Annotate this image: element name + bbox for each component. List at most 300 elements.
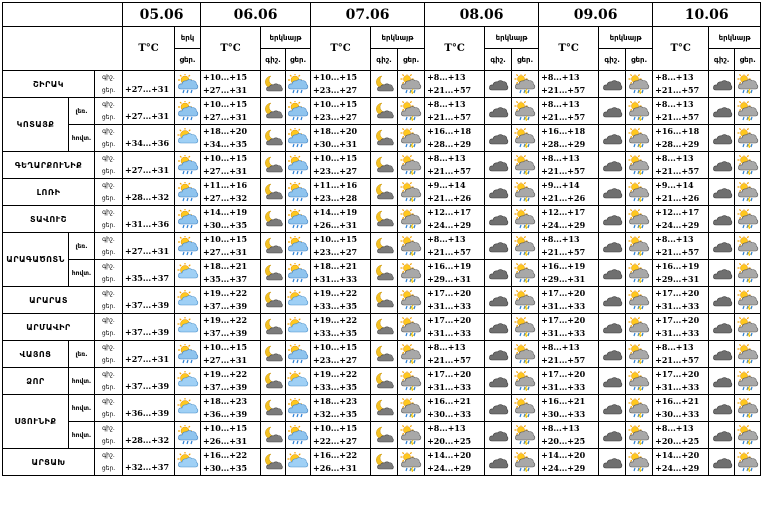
night-temp: +18...+21 xyxy=(313,261,358,271)
night-weather-cell xyxy=(261,260,286,287)
night-temp: +8...+13 xyxy=(541,72,580,82)
night-temp: +18...+20 xyxy=(203,126,248,136)
period-labels xyxy=(95,368,123,395)
date-header-row xyxy=(3,3,761,27)
night-temp: +16...+22 xyxy=(313,450,358,460)
day-label: ցեր. xyxy=(101,195,116,202)
date-09: 09.06 xyxy=(539,3,653,27)
day-temp: +21...+57 xyxy=(655,166,700,176)
night-label: գիշ. xyxy=(102,128,115,135)
day-temp: +32...+35 xyxy=(313,409,358,419)
cloud-icon xyxy=(487,317,509,337)
day-weather-cell xyxy=(626,260,653,287)
cloud-icon xyxy=(711,155,733,175)
night-temp: +18...+23 xyxy=(313,396,358,406)
day-weather-cell xyxy=(286,449,311,476)
night-weather-cell xyxy=(371,314,398,341)
temp-cell: +27...+31 xyxy=(123,341,175,368)
storm-icon xyxy=(514,452,536,472)
night-weather-cell xyxy=(709,449,735,476)
night-temp: +17...+20 xyxy=(655,369,700,379)
storm-icon xyxy=(400,398,422,418)
moon-cloud-icon xyxy=(373,74,395,94)
storm-icon xyxy=(514,398,536,418)
night-label: գիշ. xyxy=(102,317,115,324)
cloud-icon xyxy=(487,209,509,229)
zone-label: լեռ. xyxy=(69,341,95,368)
day-temp: +31...+33 xyxy=(427,328,472,338)
cloud-icon xyxy=(487,452,509,472)
temp-cell: +32...+37 xyxy=(123,449,175,476)
storm-icon xyxy=(514,236,536,256)
period-labels xyxy=(95,233,123,260)
cloud-icon xyxy=(601,209,623,229)
moon-cloud-icon xyxy=(262,452,284,472)
day-temp: +27...+31 xyxy=(203,112,248,122)
night-weather-cell xyxy=(261,71,286,98)
temp-cell xyxy=(201,206,261,233)
storm-icon xyxy=(628,371,650,391)
night-weather-cell xyxy=(709,98,735,125)
cloud-icon xyxy=(601,425,623,445)
night-header-10: գիշ. xyxy=(709,49,735,71)
storm-icon xyxy=(400,344,422,364)
temp-cell xyxy=(425,98,485,125)
day-weather-cell xyxy=(286,71,311,98)
day-weather-cell xyxy=(735,152,761,179)
storm-icon xyxy=(514,128,536,148)
day-temp: +31...+33 xyxy=(541,328,586,338)
day-temp: +33...+35 xyxy=(313,328,358,338)
table-row xyxy=(3,395,761,422)
storm-icon xyxy=(737,371,759,391)
night-weather-cell xyxy=(599,422,626,449)
region-name: ՁՈՐ xyxy=(3,368,69,395)
sun-cloud-icon xyxy=(287,371,309,391)
weather-cell xyxy=(175,152,201,179)
day-temp: +21...+26 xyxy=(655,193,700,203)
moon-cloud-icon xyxy=(262,290,284,310)
zone-label: հովտ. xyxy=(69,395,95,422)
day-weather-cell xyxy=(512,152,539,179)
storm-icon xyxy=(737,236,759,256)
day-temp: +30...+33 xyxy=(541,409,586,419)
day-weather-cell xyxy=(626,449,653,476)
cloud-icon xyxy=(711,452,733,472)
night-temp: +8...+13 xyxy=(427,423,466,433)
temp-cell xyxy=(539,395,599,422)
night-weather-cell xyxy=(371,233,398,260)
day-weather-cell xyxy=(512,368,539,395)
day-temp: +21...+57 xyxy=(655,112,700,122)
night-temp: +9...+14 xyxy=(541,180,580,190)
temp-cell xyxy=(539,314,599,341)
weather-cell xyxy=(175,287,201,314)
night-weather-cell xyxy=(709,179,735,206)
temp-cell xyxy=(201,449,261,476)
night-label: գիշ. xyxy=(102,182,115,189)
day-temp: +37...+39 xyxy=(203,382,248,392)
temp-cell: +37...+39 xyxy=(123,314,175,341)
temp-cell xyxy=(311,341,371,368)
temp-cell xyxy=(425,233,485,260)
cloud-icon xyxy=(487,290,509,310)
day-temp: +31...+33 xyxy=(541,382,586,392)
night-weather-cell xyxy=(485,341,512,368)
weather-cell xyxy=(175,98,201,125)
day-temp: +24...+29 xyxy=(655,220,700,230)
temp-cell xyxy=(311,152,371,179)
sun-cloud-rain-icon xyxy=(177,155,199,175)
period-labels xyxy=(95,179,123,206)
night-temp: +10...+15 xyxy=(203,234,248,244)
zone-label: լեռ. xyxy=(69,98,95,125)
day-weather-cell xyxy=(398,368,425,395)
night-weather-cell xyxy=(261,287,286,314)
moon-cloud-icon xyxy=(262,398,284,418)
storm-icon xyxy=(514,74,536,94)
storm-icon xyxy=(737,209,759,229)
night-weather-cell xyxy=(709,314,735,341)
day-temp: +21...+57 xyxy=(427,166,472,176)
date-05: 05.06 xyxy=(123,3,201,27)
day-weather-cell xyxy=(735,395,761,422)
table-row xyxy=(3,125,761,152)
night-temp: +10...+15 xyxy=(313,234,358,244)
weather-cell xyxy=(175,179,201,206)
night-weather-cell xyxy=(485,152,512,179)
day-temp: +23...+28 xyxy=(313,193,358,203)
night-weather-cell xyxy=(485,449,512,476)
moon-cloud-icon xyxy=(262,425,284,445)
day-temp: +21...+57 xyxy=(427,85,472,95)
forecast-sheet xyxy=(2,2,760,505)
table-row xyxy=(3,179,761,206)
cloud-icon xyxy=(601,101,623,121)
temp-cell: +37...+39 xyxy=(123,368,175,395)
zone-label: հովտ. xyxy=(69,260,95,287)
day-weather-cell xyxy=(286,179,311,206)
weather-header-09: երկնայթ xyxy=(599,27,653,49)
night-weather-cell xyxy=(261,206,286,233)
table-row xyxy=(3,314,761,341)
day-weather-cell xyxy=(398,260,425,287)
cloud-icon xyxy=(487,101,509,121)
temp-cell xyxy=(311,287,371,314)
weather-cell xyxy=(175,206,201,233)
sun-cloud-rain-icon xyxy=(287,263,309,283)
day-label: ցեր. xyxy=(101,330,116,337)
storm-icon xyxy=(400,371,422,391)
night-temp: +8...+13 xyxy=(541,342,580,352)
corner-cell xyxy=(3,3,123,27)
temp-cell xyxy=(653,422,709,449)
period-labels xyxy=(95,449,123,476)
storm-icon xyxy=(628,128,650,148)
sun-cloud-icon xyxy=(177,290,199,310)
moon-cloud-icon xyxy=(373,263,395,283)
night-weather-cell xyxy=(485,206,512,233)
night-temp: +17...+20 xyxy=(541,369,586,379)
night-temp: +10...+15 xyxy=(203,423,248,433)
night-temp: +8...+13 xyxy=(655,99,694,109)
temp-cell xyxy=(201,98,261,125)
night-weather-cell xyxy=(599,395,626,422)
day-temp: +28...+29 xyxy=(655,139,700,149)
region-name: ՇԻՐԱԿ xyxy=(3,71,95,98)
night-label: գիշ. xyxy=(102,263,115,270)
temp-header-10: T°C xyxy=(653,27,709,71)
temp-cell xyxy=(653,98,709,125)
temp-cell xyxy=(311,179,371,206)
temp-cell: +27...+31 xyxy=(123,71,175,98)
night-temp: +10...+15 xyxy=(313,342,358,352)
storm-icon xyxy=(400,101,422,121)
storm-icon xyxy=(400,182,422,202)
day-weather-cell xyxy=(286,287,311,314)
day-weather-cell xyxy=(626,395,653,422)
temp-cell xyxy=(311,71,371,98)
storm-icon xyxy=(628,263,650,283)
storm-icon xyxy=(737,398,759,418)
temp-cell xyxy=(539,233,599,260)
night-weather-cell xyxy=(485,314,512,341)
storm-icon xyxy=(628,317,650,337)
day-temp: +21...+57 xyxy=(655,355,700,365)
night-weather-cell xyxy=(599,98,626,125)
cloud-icon xyxy=(601,371,623,391)
day-weather-cell xyxy=(398,314,425,341)
table-row xyxy=(3,341,761,368)
night-temp: +19...+22 xyxy=(203,315,248,325)
day-weather-cell xyxy=(512,98,539,125)
cloud-icon xyxy=(487,236,509,256)
day-temp: +21...+57 xyxy=(427,247,472,257)
night-weather-cell xyxy=(261,422,286,449)
temp-cell xyxy=(425,71,485,98)
sun-cloud-icon xyxy=(177,452,199,472)
date-06: 06.06 xyxy=(201,3,311,27)
moon-cloud-icon xyxy=(262,263,284,283)
night-label: գիշ. xyxy=(102,398,115,405)
table-row xyxy=(3,287,761,314)
day-header-05: ցեր. xyxy=(175,49,201,71)
date-08: 08.06 xyxy=(425,3,539,27)
night-temp: +16...+18 xyxy=(655,126,700,136)
temp-cell xyxy=(311,449,371,476)
day-temp: +20...+25 xyxy=(541,436,586,446)
temp-header-09: T°C xyxy=(539,27,599,71)
sun-cloud-rain-icon xyxy=(287,182,309,202)
period-labels xyxy=(95,314,123,341)
temp-cell xyxy=(653,233,709,260)
temp-cell xyxy=(311,125,371,152)
temp-cell xyxy=(539,422,599,449)
night-temp: +16...+18 xyxy=(541,126,586,136)
night-temp: +14...+19 xyxy=(203,207,248,217)
night-weather-cell xyxy=(485,98,512,125)
weather-header-07: երկնայթ xyxy=(371,27,425,49)
night-temp: +8...+13 xyxy=(541,153,580,163)
cloud-icon xyxy=(487,344,509,364)
storm-icon xyxy=(628,155,650,175)
night-weather-cell xyxy=(599,449,626,476)
night-weather-cell xyxy=(485,179,512,206)
sun-cloud-rain-icon xyxy=(177,425,199,445)
day-label: ցեր. xyxy=(101,222,116,229)
day-temp: +29...+31 xyxy=(655,274,700,284)
cloud-icon xyxy=(711,74,733,94)
cloud-icon xyxy=(487,74,509,94)
temp-cell xyxy=(653,449,709,476)
night-temp: +14...+19 xyxy=(313,207,358,217)
night-weather-cell xyxy=(709,368,735,395)
night-weather-cell xyxy=(599,287,626,314)
night-weather-cell xyxy=(371,449,398,476)
temp-cell xyxy=(201,395,261,422)
weather-cell xyxy=(175,368,201,395)
moon-cloud-icon xyxy=(373,209,395,229)
temp-cell xyxy=(539,341,599,368)
cloud-icon xyxy=(601,290,623,310)
region-name: ԳԵՂԱՐՔՈՒՆԻՔ xyxy=(3,152,95,179)
temp-cell xyxy=(311,260,371,287)
temp-cell: +37...+39 xyxy=(123,287,175,314)
temp-cell xyxy=(425,260,485,287)
cloud-icon xyxy=(711,128,733,148)
cloud-icon xyxy=(601,155,623,175)
storm-icon xyxy=(737,344,759,364)
temp-cell xyxy=(311,206,371,233)
day-weather-cell xyxy=(735,98,761,125)
day-weather-cell xyxy=(735,449,761,476)
weather-cell xyxy=(175,125,201,152)
temp-cell: +36...+39 xyxy=(123,395,175,422)
day-label: ցեր. xyxy=(101,303,116,310)
sun-cloud-icon xyxy=(177,263,199,283)
day-temp: +31...+33 xyxy=(541,301,586,311)
temp-cell: +35...+37 xyxy=(123,260,175,287)
storm-icon xyxy=(628,74,650,94)
storm-icon xyxy=(628,290,650,310)
moon-cloud-icon xyxy=(373,236,395,256)
moon-cloud-icon xyxy=(262,236,284,256)
night-weather-cell xyxy=(261,233,286,260)
night-label: գիշ. xyxy=(102,155,115,162)
temp-cell: +34...+36 xyxy=(123,125,175,152)
moon-cloud-icon xyxy=(262,344,284,364)
day-weather-cell xyxy=(286,98,311,125)
table-row xyxy=(3,206,761,233)
zone-label: լեռ. xyxy=(69,233,95,260)
moon-cloud-icon xyxy=(262,182,284,202)
temp-cell xyxy=(311,422,371,449)
zone-label: հովտ. xyxy=(69,125,95,152)
zone-label: հովտ. xyxy=(69,368,95,395)
night-label: գիշ. xyxy=(102,425,115,432)
day-temp: +31...+33 xyxy=(655,301,700,311)
cloud-icon xyxy=(711,317,733,337)
storm-icon xyxy=(514,371,536,391)
night-weather-cell xyxy=(371,287,398,314)
period-labels xyxy=(95,395,123,422)
day-temp: +27...+31 xyxy=(203,85,248,95)
table-row xyxy=(3,152,761,179)
night-temp: +8...+13 xyxy=(427,99,466,109)
temp-header-06: T°C xyxy=(201,27,261,71)
day-temp: +24...+29 xyxy=(427,463,472,473)
night-weather-cell xyxy=(371,368,398,395)
day-weather-cell xyxy=(286,341,311,368)
moon-cloud-icon xyxy=(373,155,395,175)
night-temp: +10...+15 xyxy=(313,72,358,82)
cloud-icon xyxy=(601,236,623,256)
day-temp: +29...+31 xyxy=(427,274,472,284)
cloud-icon xyxy=(487,128,509,148)
cloud-icon xyxy=(487,398,509,418)
day-weather-cell xyxy=(398,179,425,206)
night-temp: +8...+13 xyxy=(541,423,580,433)
temp-cell xyxy=(425,422,485,449)
day-label: ցեր. xyxy=(101,276,116,283)
storm-icon xyxy=(737,128,759,148)
temp-cell xyxy=(201,179,261,206)
day-weather-cell xyxy=(286,152,311,179)
temp-cell xyxy=(425,341,485,368)
night-weather-cell xyxy=(371,422,398,449)
temp-cell xyxy=(653,206,709,233)
weather-cell xyxy=(175,341,201,368)
temp-cell xyxy=(201,233,261,260)
day-weather-cell xyxy=(398,422,425,449)
day-label: ցեր. xyxy=(101,87,116,94)
sun-cloud-rain-icon xyxy=(287,74,309,94)
night-weather-cell xyxy=(371,98,398,125)
night-temp: +16...+22 xyxy=(203,450,248,460)
night-weather-cell xyxy=(709,71,735,98)
night-temp: +8...+13 xyxy=(427,72,466,82)
cloud-icon xyxy=(601,344,623,364)
night-weather-cell xyxy=(709,422,735,449)
cloud-icon xyxy=(711,425,733,445)
night-temp: +17...+20 xyxy=(655,288,700,298)
cloud-icon xyxy=(601,398,623,418)
moon-cloud-icon xyxy=(262,317,284,337)
weather-header-08: երկնայթ xyxy=(485,27,539,49)
storm-icon xyxy=(737,101,759,121)
storm-icon xyxy=(737,74,759,94)
night-weather-cell xyxy=(261,368,286,395)
night-temp: +8...+13 xyxy=(655,342,694,352)
day-weather-cell xyxy=(286,314,311,341)
night-label: գիշ. xyxy=(102,452,115,459)
night-label: գիշ. xyxy=(102,290,115,297)
temp-cell xyxy=(425,449,485,476)
day-temp: +24...+29 xyxy=(541,463,586,473)
period-labels xyxy=(95,341,123,368)
temp-cell xyxy=(653,395,709,422)
night-temp: +19...+22 xyxy=(203,288,248,298)
storm-icon xyxy=(400,155,422,175)
day-weather-cell xyxy=(512,287,539,314)
night-header-09: գիշ. xyxy=(599,49,626,71)
temp-cell xyxy=(425,206,485,233)
region-name: ՎԱՅՈՑ xyxy=(3,341,69,368)
day-temp: +26...+31 xyxy=(313,463,358,473)
period-labels xyxy=(95,422,123,449)
storm-icon xyxy=(514,101,536,121)
storm-icon xyxy=(400,263,422,283)
